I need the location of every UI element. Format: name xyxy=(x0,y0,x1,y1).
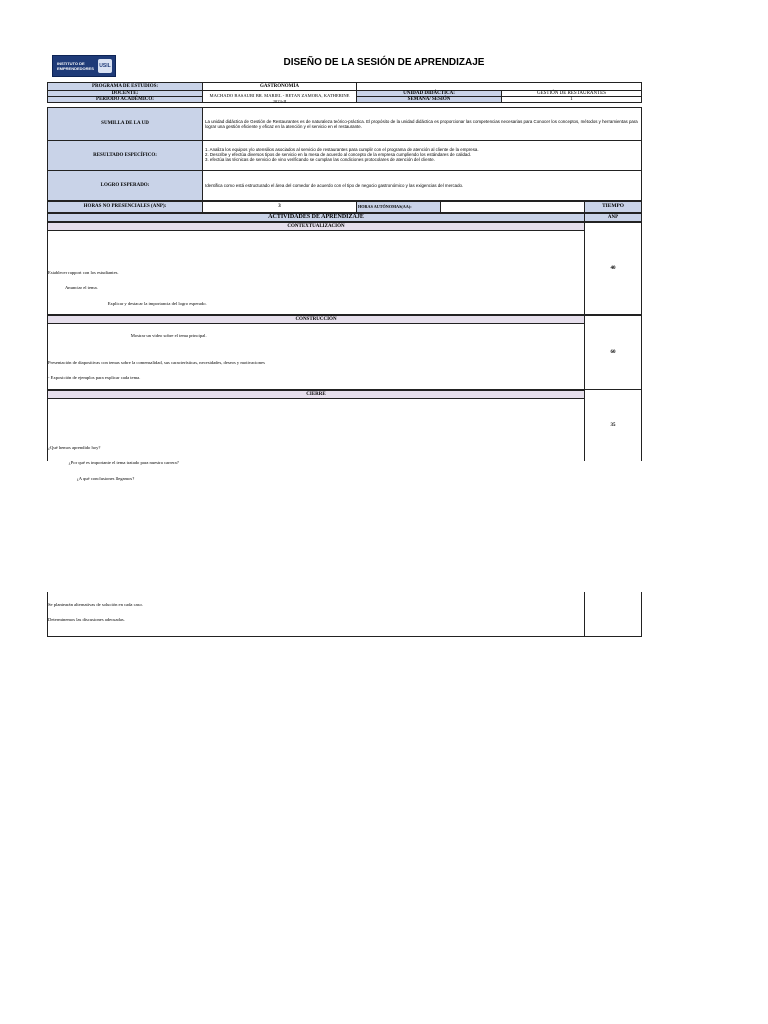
contextualizacion-line-2: Anunciar el tema. xyxy=(48,285,98,291)
construccion-body xyxy=(47,323,585,390)
resultado-item-3: 3. efectúa las técnicas de servicio de vino verificando se cumplan las condiciones protocolares de atención del cliente. xyxy=(205,157,435,163)
construccion-line-2: - Exposición de ejemplos para explicar cada tema. xyxy=(48,375,141,381)
horas-aut-label: HORAS AUTÓNOMAS(AA): xyxy=(356,201,441,213)
logo-line-1: INSTITUTO DE xyxy=(57,61,85,66)
logro-value: Identifica como está estructurado el área del comedor de acuerdo con el tipo de negocio gastronómico y las exigencias del mercado. xyxy=(202,170,642,201)
resultado-list xyxy=(202,140,642,171)
page-title: DISEÑO DE LA SESIÓN DE APRENDIZAJE xyxy=(283,57,485,68)
semana-label: SEMANA/ SESIÓN xyxy=(356,96,502,103)
sumilla-value: La unidad didáctica de Gestión de Restaurantes es de naturaleza teórico-práctica. El propósito de la unidad didáctica es proporcionar las competencias necesarias para Conocer los conceptos, métodos y herramientas para lograr una gestión eficiente y eficaz en la atención y el servicio en el restaurante. xyxy=(202,107,642,141)
logo-emblem-icon: USIL xyxy=(98,59,112,73)
cierre-lines-bottom xyxy=(48,591,143,633)
cierre-time-bottom xyxy=(584,592,642,637)
anp-label: ANP xyxy=(584,213,642,222)
construccion-time: 60 xyxy=(584,315,642,390)
cierre-body-top xyxy=(47,398,585,482)
contextualizacion-line-5: Mostrar un video sobre el tema principal. xyxy=(48,333,207,339)
cierre-line-1: ¿Qué hemos aprendido hoy? xyxy=(48,444,101,450)
semana-value: 1 xyxy=(501,96,642,103)
contextualizacion-time: 40 xyxy=(584,222,642,315)
unidad-label: UNIDAD DIDÁCTICA: xyxy=(356,90,502,97)
construccion-line-1: Presentación de diapositivas con temas sobre la comensalidad, sus características, necesidades, deseos y motivaciones xyxy=(48,359,265,365)
programa-label: PROGRAMA DE ESTUDIOS: xyxy=(47,82,203,91)
activities-header: ACTIVIDADES DE APRENDIZAJE xyxy=(47,213,585,222)
horas-np-label: HORAS NO PRESENCIALES (ANP): xyxy=(47,201,203,213)
sumilla-label: SUMILLA DE LA UD xyxy=(47,107,203,141)
periodo-value: 2023-II xyxy=(272,99,287,104)
logro-label: LOGRO ESPERADO: xyxy=(47,170,203,201)
construccion-label: CONSTRUCCIÓN xyxy=(47,315,585,324)
resultado-item-1: 1. Analiza los equipos y/o utensilios asociados al servicio de restaurantes para cumplir con el programa de atención al cliente de la empresa. xyxy=(205,147,479,152)
contextualizacion-line-3: Explicar y destacar la importancia del logro esperado. xyxy=(48,301,207,307)
resultado-item-2: 2. Describe y efectúa diversos tipos de servicio en la mesa de acuerdo al concepto de la empresa cumpliendo los estándares de calidad. xyxy=(205,152,472,158)
horas-np-value: 3 xyxy=(202,201,357,213)
cierre-time: 35 xyxy=(584,390,642,461)
cierre-label: CIERRE xyxy=(47,390,585,399)
contextualizacion-label: CONTEXTUALIZACIÓN xyxy=(47,222,585,231)
tiempo-label: TIEMPO xyxy=(584,201,642,213)
cierre-lines xyxy=(48,434,179,492)
docente-value: MACHADO BASAURI BR. MARIEL - BETAN ZAMORA, KATHERINE xyxy=(202,90,357,103)
cierre-bottom-line-1: Se plantearán alternativas de solución en cada caso. xyxy=(48,601,143,607)
cierre-bottom-line-2: Determinemos las discusiones adecuadas. xyxy=(48,617,125,623)
periodo-label: PERIODO ACADÉMICO: xyxy=(47,96,203,103)
contextualizacion-line-1: Establecer rapport con los estudiantes. xyxy=(48,269,119,275)
resultado-label: RESULTADO ESPECÍFICO: xyxy=(47,140,203,171)
programa-value: GASTRONOMÍA xyxy=(202,82,357,91)
logo-line-2: EMPRENDEDORES xyxy=(57,66,94,71)
unidad-value: GESTIÓN DE RESTAURANTES xyxy=(501,90,642,97)
cierre-line-2: ¿Por qué es importante el tema tratado para nuestra carrera? xyxy=(48,460,179,466)
cierre-body-bottom xyxy=(47,592,585,637)
docente-label: DOCENTE: xyxy=(47,90,203,97)
horas-aut-value xyxy=(440,201,585,213)
cierre-line-3: ¿A qué conclusiones llegamos? xyxy=(48,476,135,482)
